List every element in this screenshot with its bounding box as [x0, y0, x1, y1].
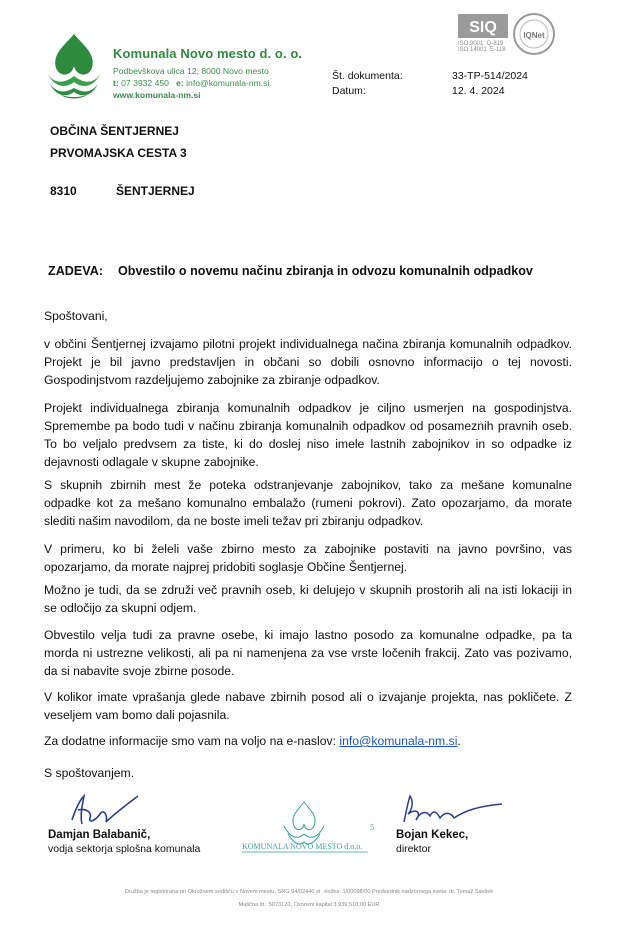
contact-paragraph: [44, 732, 572, 750]
paragraph-line: odpadke kot za mešano komunalno embalažo (rumeni pokrovi). Zato opozarjamo, da morate: [44, 496, 572, 510]
subject-text: Obvestilo o novemu načinu zbiranja in odvozu komunalnih odpadkov: [118, 264, 533, 278]
email-label: e:: [176, 78, 184, 88]
iqnet-brand: IQNet: [523, 31, 545, 40]
paragraph-line: Obvestilo velja tudi za pravne osebe, ki imajo lastno posodo za komunalne odpadke, pa ta: [44, 628, 572, 642]
subject-line: [48, 264, 533, 278]
phone-label: t:: [113, 78, 119, 88]
paragraph-line: Projekt individualnega zbiranja komunalnih odpadkov je ciljno usmerjen na gospodinjstva.: [44, 401, 572, 415]
company-address: Podbevškova ulica 12, 8000 Novo mesto: [113, 66, 269, 76]
greeting: Spoštovani,: [44, 309, 108, 323]
contact-end: .: [457, 734, 461, 748]
company-name: Komunala Novo mesto d. o. o.: [113, 46, 303, 61]
paragraph-line: To bo veljalo predvsem za tiste, ki do doslej niso imele lastnih zabojnikov in so odpadke iz: [44, 437, 572, 451]
siq-brand: SIQ: [469, 19, 497, 36]
contact-email-link[interactable]: info@komunala-nm.si: [339, 734, 458, 748]
company-email: info@komunala-nm.si: [186, 78, 270, 88]
left-signatory-name: Damjan Balabanič,: [48, 829, 151, 841]
paragraph-2: [44, 399, 572, 471]
paragraph-line: Možno je tudi, da se združi več pravnih oseb, ki delujejo v skupnih prostorih ali na isti lokaciji in: [44, 583, 572, 597]
footer-capital: Matična št.: 5073120, Osnovni kapital 3.939.510,00 EUR: [238, 902, 380, 908]
paragraph-line: da si nabavite svoje zbirne posode.: [44, 664, 235, 678]
doc-date-label: Datum:: [332, 85, 366, 97]
closing: S spoštovanjem.: [44, 766, 135, 780]
cert-iso9001: ISO 9001: [458, 41, 484, 47]
paragraph-line: dejavnosti odlagale v skupne zabojnike.: [44, 455, 259, 469]
paragraph-6: [44, 626, 572, 680]
paragraph-1: [44, 335, 572, 389]
recipient-line2: PRVOMAJSKA CESTA 3: [50, 146, 187, 160]
left-signature-icon: [62, 790, 142, 834]
cert-e118: E-118: [490, 47, 506, 53]
paragraph-line: V kolikor imate vprašanja glede nabave zbirnih posod ali o izvajanje projekta, nas pokličete. Z: [44, 690, 572, 704]
cert-iso14001: ISO 14001: [458, 47, 487, 53]
paragraph-line: S skupnih zbirnih mest že poteka odstranjevanje zabojnikov, tako za mešane komunalne: [44, 478, 572, 492]
recipient-city: ŠENTJERNEJ: [116, 184, 195, 198]
right-signatory-name: Bojan Kekec,: [396, 829, 469, 841]
footer-registration: Družba je registrirana pri Okrožnem sodišču v Novem mestu, SRG 94/02440 st. vložka: 1/00098/00 Predsednik nadzornega sveta: dr. Tomaž Savšek: [124, 889, 494, 895]
paragraph-line: opozarjamo, da morate najprej pridobiti soglasje Občine Šentjernej.: [44, 560, 408, 574]
stamp-text: KOMUNALA NOVO MESTO d.o.o.: [242, 842, 363, 851]
iqnet-logo-icon: [512, 12, 556, 56]
right-signatory-title: direktor: [396, 843, 432, 855]
left-signatory-title: vodja sektorja splošna komunala: [48, 843, 201, 855]
paragraph-line: Gospodinjstvom razdeljujemo zabojnike za zbiranje odpadkov.: [44, 373, 380, 387]
right-signature-icon: [396, 792, 506, 830]
stamp-number: 5: [370, 823, 374, 832]
company-logo-icon: [42, 32, 106, 102]
paragraph-5: [44, 581, 572, 617]
recipient-line1: OBČINA ŠENTJERNEJ: [50, 124, 179, 138]
contact-text: Za dodatne informacije smo vam na voljo na e-naslov:: [44, 734, 340, 748]
paragraph-line: Projekt je bil javno predstavljen in občani so dobili osnovno informacijo o tej novosti.: [44, 355, 572, 369]
doc-number-value: 33-TP-514/2024: [452, 70, 528, 82]
paragraph-line: Spremembe pa bodo tudi v načinu zbiranja komunalnih odpadkov od posameznih pravnih oseb.: [44, 419, 572, 433]
company-stamp-icon: [240, 800, 370, 860]
subject-label: ZADEVA:: [48, 264, 104, 278]
paragraph-7: [44, 688, 572, 724]
paragraph-line: slediti našim navodilom, da ne boste imeli težav pri zbiranju odpadkov.: [44, 514, 424, 528]
company-contact: [113, 78, 269, 88]
doc-number-label: Št. dokumenta:: [332, 70, 403, 82]
recipient-postal-code: 8310: [50, 184, 77, 198]
paragraph-line: morda ni ustrezne velikosti, ali pa ni namenjena za vse vrste ločenih frakcij. Zato vas pozivamo,: [44, 646, 572, 660]
paragraph-line: V primeru, ko bi želeli vaše zbirno mesto za zabojnike postaviti na javno površino, vas: [44, 542, 572, 556]
certification-badges: [458, 14, 545, 53]
siq-logo-icon: [458, 14, 508, 38]
paragraph-line: v občini Šentjernej izvajamo pilotni projekt individualnega načina zbiranja komunalnih odpadkov.: [44, 337, 572, 351]
paragraph-line: veseljem vam bomo dali pojasnila.: [44, 708, 230, 722]
paragraph-line: se odločijo za skupni odjem.: [44, 601, 197, 615]
company-phone: 07 3932 450: [121, 78, 169, 88]
paragraph-4: [44, 540, 572, 576]
company-website[interactable]: www.komunala-nm.si: [113, 90, 201, 100]
doc-date-value: 12. 4. 2024: [452, 85, 505, 97]
cert-q819: Q-819: [486, 41, 504, 47]
paragraph-3: [44, 476, 572, 530]
